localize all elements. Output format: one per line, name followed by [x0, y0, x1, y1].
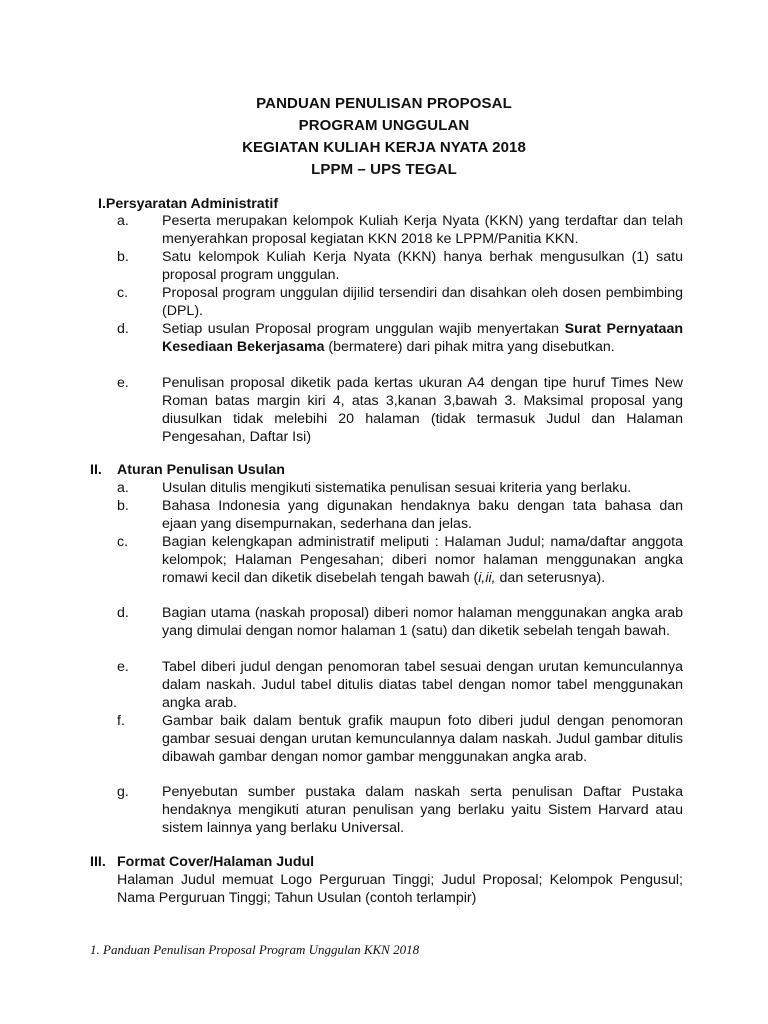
list-item-text: Bahasa Indonesia yang digunakan hendaknya baku dengan tata bahasa dan ejaan yang disempurnakan, sederhana dan jelas.	[162, 498, 683, 532]
list-marker: a.	[117, 480, 129, 496]
list-item-text: Bagian utama (naskah proposal) diberi nomor halaman menggunakan angka arab yang dimulai dengan nomor halaman 1 (satu) dan diketik sebelah tengah bawah.	[162, 605, 683, 639]
section-1-heading	[98, 195, 278, 213]
list-marker: e.	[117, 659, 129, 675]
list-item-text: Usulan ditulis mengikuti sistematika penulisan sesuai kriteria yang berlaku.	[162, 480, 632, 496]
list-item	[117, 212, 683, 248]
list-item-text-part: (bermatere) dari pihak mitra yang disebutkan.	[324, 339, 615, 355]
title-line-2: PROGRAM UNGGULAN	[298, 117, 470, 134]
section-1-number: I.	[98, 196, 106, 212]
italic-roman-numerals: i,ii,	[478, 570, 496, 586]
list-item-text	[162, 533, 683, 587]
list-item-text: Tabel diberi judul dengan penomoran tabel sesuai dengan urutan kemunculannya dalam naskah. Judul tabel ditulis diatas tabel dengan nomor tabel menggunakan angka arab.	[162, 659, 683, 711]
list-item-text: Satu kelompok Kuliah Kerja Nyata (KKN) hanya berhak mengusulkan (1) satu proposal program unggulan.	[162, 249, 683, 283]
list-marker: b.	[117, 249, 129, 265]
section-3-title: Format Cover/Halaman Judul	[117, 854, 315, 870]
list-item-text: Peserta merupakan kelompok Kuliah Kerja Nyata (KKN) yang terdaftar dan telah menyerahkan proposal kegiatan KKN 2018 ke LPPM/Panitia KKN.	[162, 213, 683, 247]
bold-document-name: Surat Pernyataan Kesediaan Bekerjasama	[162, 321, 683, 355]
list-marker: c.	[117, 534, 129, 550]
list-item	[117, 479, 683, 497]
list-item	[117, 783, 683, 837]
section-2-number: II.	[90, 462, 102, 478]
list-item	[117, 533, 683, 605]
list-marker: c.	[117, 285, 129, 301]
title-line-3: KEGIATAN KULIAH KERJA NYATA 2018	[242, 139, 526, 156]
list-item-text	[162, 320, 683, 356]
list-item	[117, 712, 683, 784]
list-marker: d.	[117, 321, 129, 337]
list-item	[117, 658, 683, 712]
section-2-title: Aturan Penulisan Usulan	[117, 462, 285, 478]
list-item	[117, 320, 683, 374]
section-2-heading	[90, 461, 285, 479]
page-footer: 1. Panduan Penulisan Proposal Program Unggulan KKN 2018	[90, 942, 420, 957]
list-item-text: Proposal program unggulan dijilid tersendiri dan disahkan oleh dosen pembimbing (DPL).	[162, 285, 683, 319]
list-item-text-part: dan seterusnya).	[495, 570, 606, 586]
list-marker: f.	[117, 713, 125, 729]
list-item-text: Gambar baik dalam bentuk grafik maupun foto diberi judul dengan penomoran gambar sesuai dengan urutan kemunculannya dalam naskah. Judul gambar ditulis dibawah gambar dengan nomor gambar menggunakan angka arab.	[162, 713, 683, 765]
list-item	[117, 248, 683, 284]
list-item	[117, 374, 683, 446]
list-item-text-part: Setiap usulan Proposal program unggulan wajib menyertakan	[162, 321, 565, 337]
list-item-text-part: Bagian kelengkapan administratif meliputi : Halaman Judul; nama/daftar anggota kelompok; Halaman Pengesahan; diberi nomor halaman menggunakan angka romawi kecil dan diketik disebelah tengah bawah (	[162, 534, 683, 586]
list-item	[117, 497, 683, 533]
list-item	[117, 284, 683, 320]
list-item-text: Penulisan proposal diketik pada kertas ukuran A4 dengan tipe huruf Times New Roman batas margin kiri 4, atas 3,kanan 3,bawah 3. Maksimal proposal yang diusulkan tidak melebihi 20 halaman (tidak termasuk Judul dan Halaman Pengesahan, Daftar Isi)	[162, 375, 683, 445]
list-marker: a.	[117, 213, 129, 229]
title-line-1: PANDUAN PENULISAN PROPOSAL	[256, 95, 512, 112]
section-3-paragraph: Halaman Judul memuat Logo Perguruan Tinggi; Judul Proposal; Kelompok Pengusul; Nama Perguruan Tinggi; Tahun Usulan (contoh terlampir)	[117, 872, 683, 906]
document-title	[0, 93, 768, 181]
section-3-number: III.	[90, 854, 106, 870]
title-line-4: LPPM – UPS TEGAL	[311, 161, 457, 178]
list-item	[117, 604, 683, 658]
list-marker: d.	[117, 605, 129, 621]
list-marker: g.	[117, 784, 129, 800]
section-1-title: Persyaratan Administratif	[105, 196, 279, 212]
section-3-heading	[90, 853, 314, 871]
list-marker: b.	[117, 498, 129, 514]
list-marker: e.	[117, 375, 129, 391]
list-item-text: Penyebutan sumber pustaka dalam naskah serta penulisan Daftar Pustaka hendaknya mengikuti aturan penulisan yang berlaku yaitu Sistem Harvard atau sistem lainnya yang berlaku Universal.	[162, 784, 683, 836]
